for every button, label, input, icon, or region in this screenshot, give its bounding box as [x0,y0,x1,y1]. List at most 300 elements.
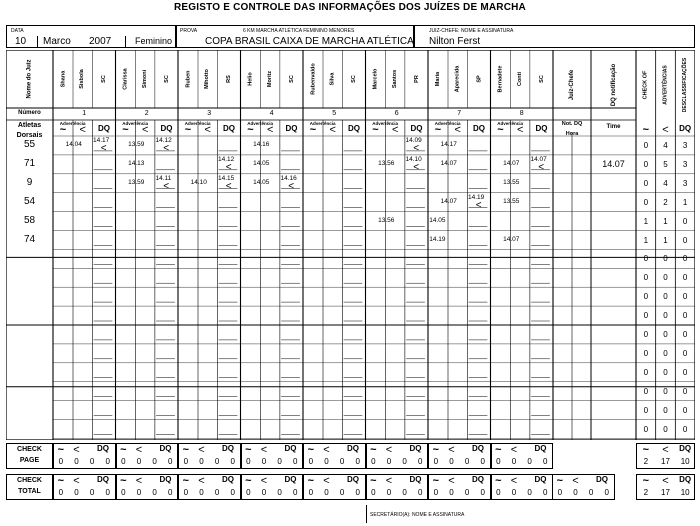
judge-last-name: Simoni [142,69,149,89]
footer-zero: 0 [480,488,485,497]
check-value: 0 [643,178,649,188]
check-value: 3 [682,178,688,188]
footer-zero: 0 [527,488,532,497]
footer-symbol: DQ [97,444,109,453]
footer-zero: 0 [402,488,407,497]
tilde-symbol: ~ [497,124,504,136]
date-divider-1 [37,36,38,48]
entry-time: 14.07 [440,159,457,167]
entry-lt: < [100,143,107,154]
check-dq: DQ [679,124,692,133]
footer-symbol: < [198,475,205,487]
footer-zero: 0 [542,488,548,497]
footer-symbol: ~ [182,444,190,456]
footer-symbol: DQ [534,475,547,484]
entry-time: 13.55 [503,178,520,186]
judge-last-name: Sisbola [79,69,86,89]
athlete-bib: 71 [23,157,36,169]
entry-time: 13.56 [378,159,395,167]
tilde-symbol: ~ [59,124,67,136]
judge-first-name: Shana [59,70,66,88]
entry-lt: < [538,161,545,173]
check-value: 0 [643,386,649,396]
atletas-label: Atletas [17,122,42,129]
entry-time: 14.13 [128,159,145,167]
judge-number: 4 [269,110,274,117]
footer-symbol: < [73,475,80,487]
entry-time: 14.11 [155,174,172,182]
check-value: 0 [663,348,668,358]
entry-time: 14.12 [155,137,172,144]
footer-zero: 0 [588,488,594,497]
footer-zero: 0 [433,457,439,466]
judge-number: 8 [519,110,524,117]
athlete-bib: 9 [26,176,33,188]
footer-zero: 0 [371,488,376,497]
footer-symbol: DQ [409,444,422,453]
chief-box [414,25,695,48]
tilde-symbol: ~ [309,124,317,136]
check-value: 0 [643,424,649,434]
footer-symbol: ~ [245,475,252,487]
footer-check-symbol: ~ [642,444,650,456]
judge-state: SC [288,75,295,83]
footer-symbol: ~ [432,475,440,487]
judge-first-name: Helio [247,72,254,86]
dorsais-label: Dorsais [16,132,43,139]
footer-zero: 0 [199,457,204,466]
judge-state: SC [538,75,545,83]
footer-zero: 0 [105,457,110,466]
entry-time: 14.05 [429,216,446,224]
lt-symbol: < [516,124,524,136]
dq-time: 14.07 [602,158,625,169]
check-value: 0 [663,273,668,283]
date-day: 10 [15,36,27,47]
footer-symbol: < [323,475,330,487]
footer-check-sum: 17 [661,488,670,497]
check-value: 1 [663,235,668,245]
check-value: 0 [682,386,688,396]
footer-symbol: ~ [370,475,377,487]
footer-symbol: DQ [159,444,172,453]
footer-check-sum: 10 [680,488,690,497]
footer-symbol: < [260,444,268,456]
entry-time: 14.19 [429,235,446,243]
footer-zero: 0 [496,488,501,497]
footer-symbol: ~ [245,444,252,456]
footer-check-sum: 2 [643,488,649,497]
footer-check-sum: 2 [643,457,649,466]
check-value: 0 [643,159,649,169]
check-value: 0 [643,141,649,150]
footer-symbol: DQ [472,475,484,484]
footer-zero: 0 [449,457,454,466]
dq-symbol: DQ [347,124,360,133]
prova-label: PROVA [180,28,198,34]
form-title: REGISTO E CONTROLE DAS INFORMAÇÕES DOS JUÍZES DE MARCHA [174,2,526,13]
footer-symbol: ~ [432,444,440,456]
entry-lt: < [413,161,420,173]
check-tilde: ~ [642,124,650,136]
check-value: 0 [682,235,688,245]
advertencia-label: Advertência [122,121,149,126]
entry-lt: < [413,143,420,154]
footer-symbol: < [510,444,518,456]
footer-check-symbol: ~ [642,475,650,487]
footer-symbol: DQ [472,444,484,453]
footer-symbol: DQ [534,444,547,453]
numero-label: Número [18,110,41,116]
check-value: 0 [663,292,668,302]
check-value: 0 [663,405,668,415]
judge-number: 1 [82,110,87,117]
footer-zero: 0 [199,488,204,497]
dq-symbol: DQ [410,124,423,133]
footer-symbol: < [572,475,579,487]
lt-symbol: < [329,124,336,136]
judge-number: 6 [394,110,399,117]
footer-zero: 0 [480,457,485,466]
footer-check-sum: 10 [680,457,690,466]
entry-lt: < [475,199,482,211]
advertencia-label: Advertência [247,121,274,126]
footer-zero: 0 [167,488,173,497]
check-value: 0 [682,424,688,434]
footer-zero: 0 [183,457,189,466]
check-value: 0 [663,367,668,377]
footer-zero: 0 [355,488,360,497]
footer-symbol: < [135,475,143,487]
footer-symbol: ~ [495,475,502,487]
prova-box [176,25,414,48]
judge-first-name: Marcelo [372,68,379,90]
dq-symbol: DQ [535,124,548,133]
entry-lt: < [225,161,232,173]
check-value: 1 [643,216,649,226]
check-value: 0 [663,311,668,321]
check-value: 0 [682,254,688,264]
dq-notif-label: DQ notificação [610,63,617,107]
advertencia-label: Advertência [372,121,399,126]
dq-symbol: DQ [160,124,173,133]
check-value: 0 [682,216,688,226]
judge-number: 7 [457,110,462,117]
footer-area [6,443,695,503]
footer-symbol: < [198,444,205,456]
advertencia-label: Advertência [184,121,211,126]
footer-zero: 0 [464,457,470,466]
not-dq-label: Not. DQ [561,121,583,127]
check-value: 1 [663,216,668,226]
footer-zero: 0 [324,488,329,497]
footer-zero: 0 [214,488,220,497]
judge-first-name: Clarissa [122,68,129,90]
entry-time: 14.17 [440,141,457,148]
footer-zero: 0 [433,488,439,497]
entry-time: 13.55 [503,197,520,205]
footer-zero: 0 [214,457,220,466]
check-value: 3 [682,141,688,150]
judge-first-name: Ruben [185,70,192,88]
footer-symbol: DQ [222,444,234,453]
date-label: DATA [11,28,24,34]
footer-symbol: ~ [556,475,564,487]
judge-state: PR [413,75,420,83]
prova-name: COPA BRASIL CAIXA DE MARCHA ATLÉTICA [205,36,414,47]
footer-check-symbol: < [662,475,669,487]
chief-label: JUIZ-CHEFE: NOME E ASSINATURA [429,28,514,34]
check-value: 0 [663,424,668,434]
category: Feminino [135,36,173,46]
footer-zero: 0 [464,488,470,497]
footer-zero: 0 [417,488,423,497]
check-value: 0 [682,292,688,302]
footer-symbol: ~ [57,444,65,456]
footer-check-symbol: DQ [679,475,692,484]
footer-zero: 0 [89,457,95,466]
footer-symbol: < [73,444,80,456]
footer-symbol: < [385,444,393,456]
footer-zero: 0 [277,457,282,466]
footer-zero: 0 [261,457,267,466]
desclass-label: DESCLASSIFICAÇÕES [682,57,689,113]
entry-time: 13.56 [378,216,395,224]
entry-lt: < [163,180,170,192]
entry-time: 14.16 [253,141,270,148]
footer-symbol: DQ [222,475,234,484]
check-value: 0 [643,367,649,377]
entry-time: 14.07 [503,235,520,243]
dq-symbol: DQ [285,124,298,133]
marcha-table [6,50,695,440]
lt-symbol: < [266,124,274,136]
footer-zero: 0 [246,488,251,497]
check-value: 0 [682,405,688,415]
check-value: 0 [643,292,649,302]
check-value: 5 [663,159,668,169]
check-value: 0 [643,254,649,264]
footer-check-symbol: < [662,444,669,456]
footer-symbol: ~ [57,475,65,487]
entry-lt: < [288,180,295,192]
tilde-symbol: ~ [122,124,129,136]
judge-last-name: Santos [392,69,399,89]
footer-zero: 0 [339,457,345,466]
judge-first-name: Rubenvaldo [310,63,317,95]
footer-zero: 0 [557,488,563,497]
judge-first-name: Bernadete [497,65,504,93]
entry-time: 14.17 [93,137,110,144]
entry-time: 14.07 [440,197,457,205]
judge-last-name: Mihotto [204,69,211,89]
footer-zero: 0 [292,488,298,497]
check-value: 4 [663,178,668,188]
check-value: 0 [643,273,649,283]
footer-symbol: ~ [495,444,502,456]
table-contents [6,50,695,440]
judge-state: SC [163,75,170,83]
chief-name: Nilton Ferst [429,36,481,47]
judge-number: 2 [144,110,149,117]
footer-symbol: ~ [307,475,315,487]
entry-time: 14.16 [280,174,297,182]
entry-lt: < [225,180,232,192]
entry-time: 14.15 [218,174,235,182]
judge-last-name: Conti [516,71,523,87]
footer-symbol: ~ [182,475,190,487]
entry-time: 14.05 [253,178,270,186]
footer-zero: 0 [230,488,235,497]
judge-last-name: Moritz [266,70,273,88]
athlete-bib: 55 [23,139,36,150]
lt-symbol: < [204,124,211,136]
lt-symbol: < [454,124,461,136]
secretary-label: SECRETÁRIO(A): NOME E ASSINATURA [370,512,465,518]
tilde-symbol: ~ [247,124,254,136]
footer-zero: 0 [136,488,142,497]
footer-zero: 0 [152,457,157,466]
footer-zero: 0 [542,457,548,466]
advertencias-label: ADVERTÊNCIAS [662,65,669,105]
check-value: 0 [643,330,649,339]
judge-state: SC [101,75,108,83]
check-value: 0 [663,386,668,396]
judge-last-name: Silva [329,72,336,86]
footer-zero: 0 [277,488,282,497]
advertencia-label: Advertência [497,121,524,126]
athlete-bib: 54 [23,195,36,207]
footer-zero: 0 [152,488,157,497]
check-value: 0 [682,311,688,321]
check-value: 2 [663,197,668,207]
tilde-symbol: ~ [372,124,379,136]
date-month: Marco [43,36,71,47]
check-of-label: CHECK OF [642,70,649,100]
footer-zero: 0 [386,457,392,466]
footer-zero: 0 [402,457,407,466]
lt-symbol: < [79,124,86,136]
footer-zero: 0 [261,488,267,497]
check-value: 1 [682,197,688,207]
footer-symbol: < [385,475,393,487]
footer-zero: 0 [308,457,314,466]
judge-last-name: Aparecida [454,65,461,93]
footer-symbol: < [323,444,330,456]
footer-zero: 0 [105,488,110,497]
judge-first-name: Maria [435,71,442,87]
footer-symbol: DQ [284,444,297,453]
footer-symbol: < [510,475,518,487]
footer-symbol: ~ [307,444,315,456]
footer-zero: 0 [511,457,517,466]
footer-zero: 0 [74,488,79,497]
dq-symbol: DQ [97,124,110,133]
athlete-bib: 58 [23,214,36,226]
footer-symbol: ~ [120,475,127,487]
nome-juiz-label: Nome do Juiz [26,59,33,99]
footer-zero: 0 [339,488,345,497]
check-value: 1 [643,235,649,245]
entry-time: 14.04 [65,141,82,148]
check-value: 0 [643,197,649,207]
footer-zero: 0 [355,457,360,466]
footer-zero: 0 [246,457,251,466]
footer-zero: 0 [496,457,501,466]
check-value: 0 [682,273,688,283]
footer-symbol: DQ [347,475,359,484]
footer-symbol: DQ [97,475,109,484]
footer-symbol: < [135,444,143,456]
footer-zero: 0 [121,457,126,466]
entry-time: 14.07 [503,159,520,167]
entry-time: 14.19 [468,193,485,201]
footer-zero: 0 [167,457,173,466]
footer-zero: 0 [449,488,454,497]
tilde-symbol: ~ [184,124,192,136]
check-value: 0 [643,348,649,358]
judge-state: SC [351,75,358,83]
footer-symbol: DQ [596,475,608,484]
check-value: 0 [663,330,668,339]
date-year: 2007 [89,36,112,47]
entry-lt: < [163,143,170,154]
time-label: Time [606,124,621,130]
date-divider-2 [125,36,126,48]
check-value: 0 [682,367,688,377]
entry-time: 14.10 [405,155,422,163]
footer-check-sum: 17 [661,457,670,466]
footer-zero: 0 [573,488,578,497]
judge-state: RS [226,75,233,83]
footer-zero: 0 [604,488,609,497]
check-value: 0 [682,330,688,339]
footer-sub-label: PAGE [19,457,40,464]
prova-sub: 6 KM MARCHA ATLÉTICA FEMININO MENORES [243,28,355,34]
footer-zero: 0 [183,488,189,497]
footer-zero: 0 [58,488,64,497]
footer-zero: 0 [386,488,392,497]
footer-symbol: ~ [120,444,127,456]
entry-time: 14.12 [218,155,235,163]
footer-symbol: < [260,475,268,487]
lt-symbol: < [391,124,399,136]
entry-time: 14.07 [530,155,547,163]
footer-symbol: DQ [409,475,422,484]
advertencia-label: Advertência [59,121,86,126]
entry-time: 14.10 [190,178,207,186]
footer-check-label: CHECK [17,477,42,484]
footer-zero: 0 [121,488,126,497]
footer-zero: 0 [230,457,235,466]
footer-zero: 0 [292,457,298,466]
footer-symbol: DQ [159,475,172,484]
footer-symbol: < [448,475,455,487]
check-lt: < [662,124,669,136]
dq-symbol: DQ [222,124,235,133]
footer-symbol: < [448,444,455,456]
advertencia-label: Advertência [309,121,336,126]
advertencia-label: Advertência [434,121,461,126]
footer-check-symbol: DQ [679,444,692,453]
footer-zero: 0 [308,488,314,497]
footer-zero: 0 [74,457,79,466]
juiz-chefe-label: Juiz-Chefe [569,69,576,101]
footer-symbol: ~ [370,444,377,456]
footer-zero: 0 [324,457,329,466]
hora-label: Hora [565,131,579,137]
footer-zero: 0 [371,457,376,466]
